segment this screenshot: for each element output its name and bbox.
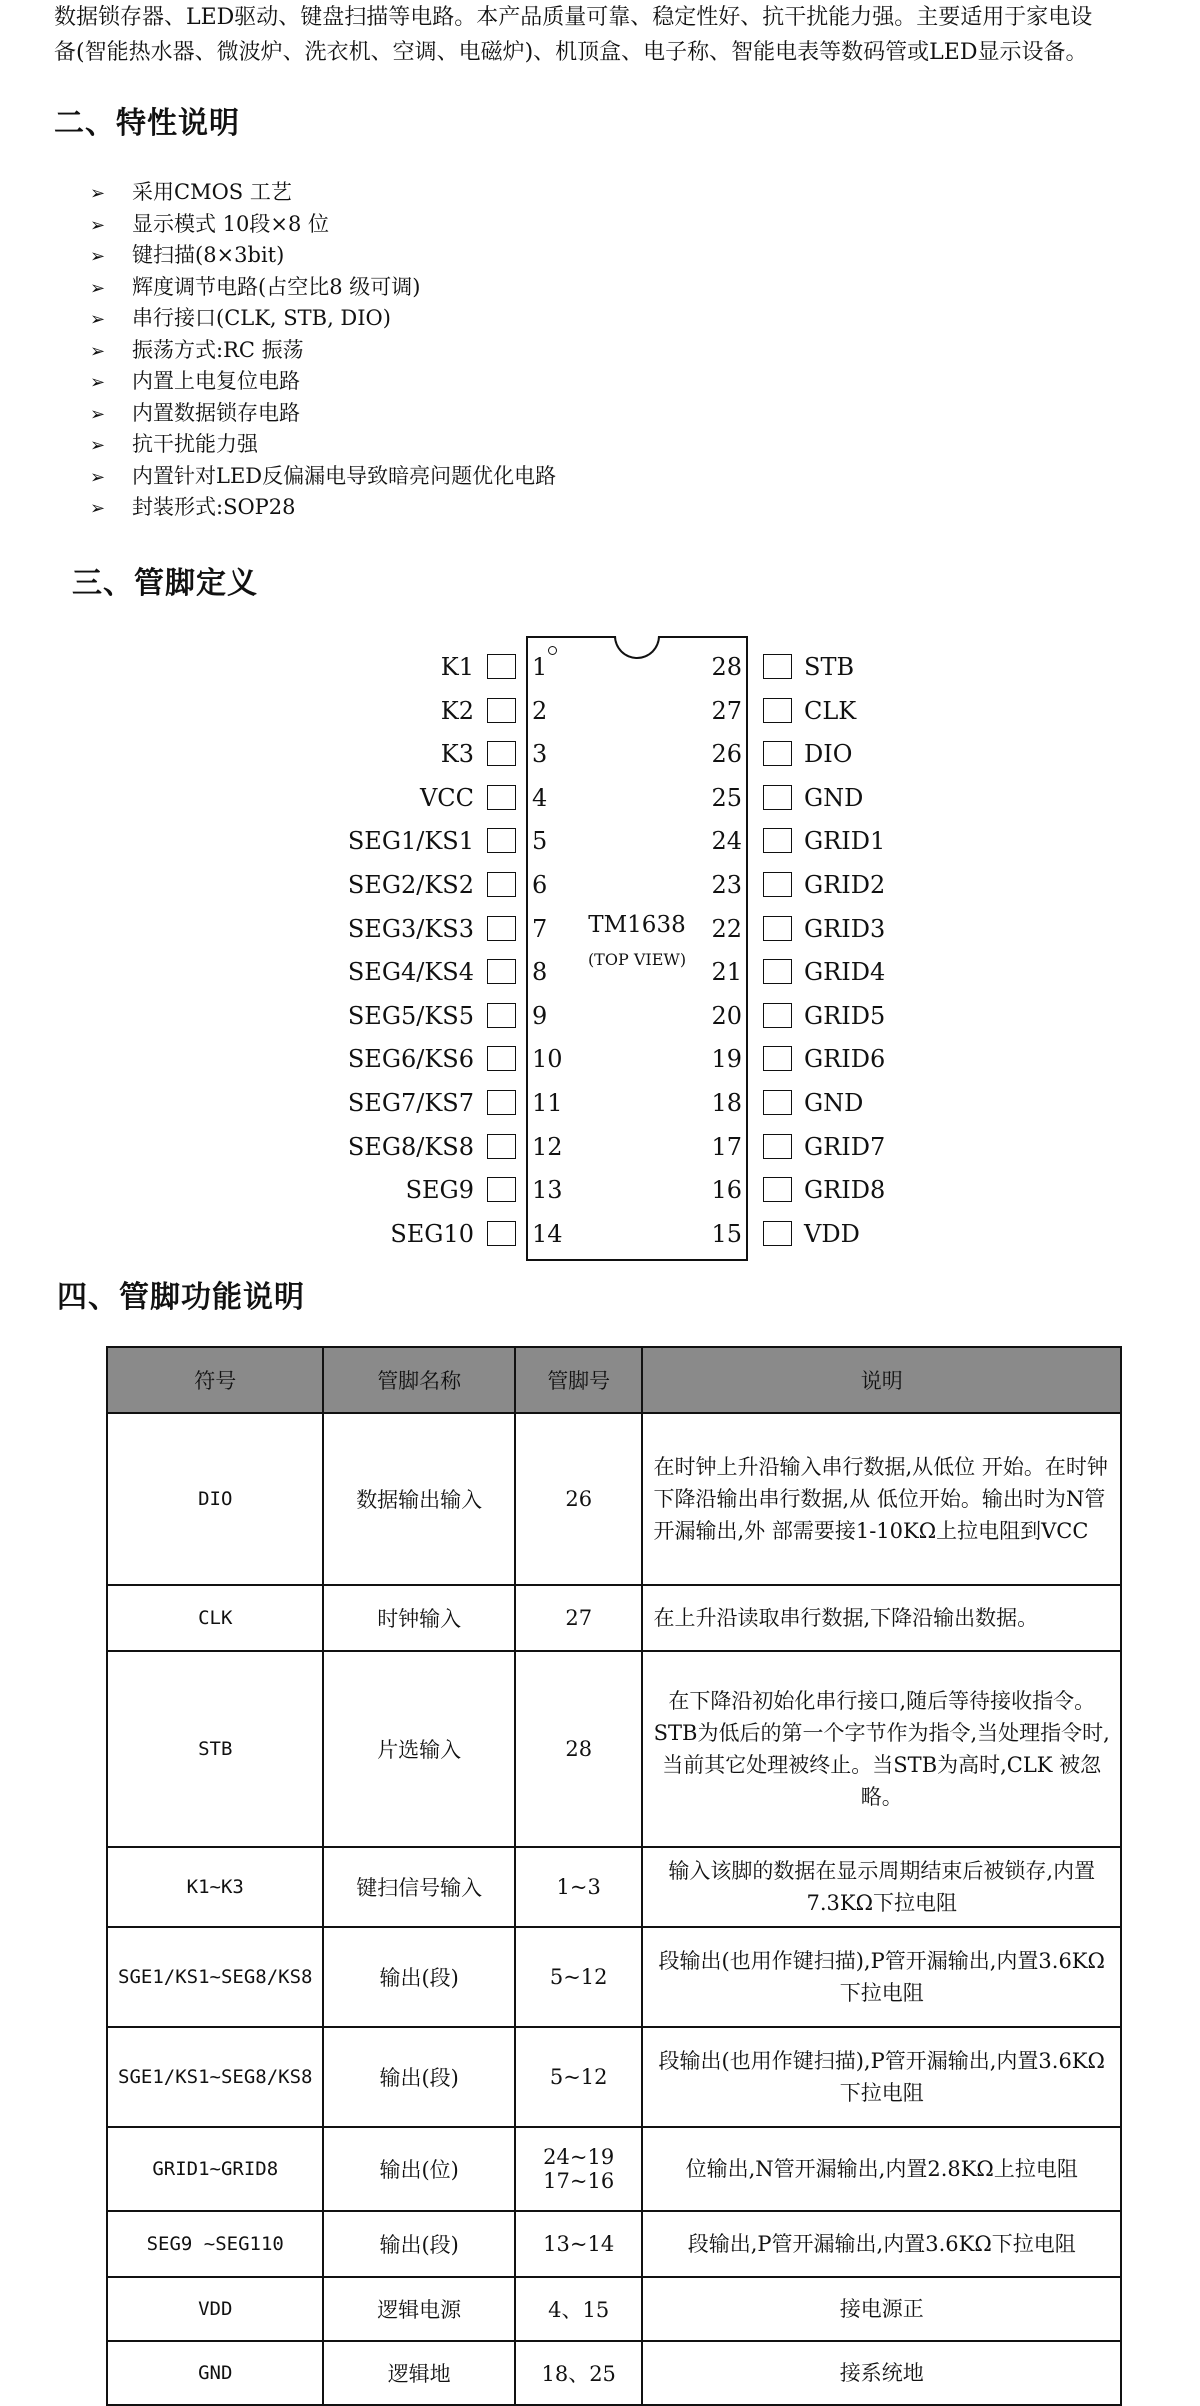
- cell-symbol: K1~K3: [107, 1847, 323, 1927]
- feature-text: 辉度调节电路(占空比8 级可调): [132, 274, 421, 299]
- feature-item: [90, 366, 556, 398]
- pin-name-left: SEG6/KS6: [347, 1045, 474, 1074]
- pin-box-right: [763, 1177, 792, 1202]
- pin1-dot: [548, 646, 557, 655]
- pin-name-right: GRID3: [804, 914, 886, 943]
- pin-box-right: [763, 654, 792, 679]
- feature-text: 封装形式:SOP28: [132, 495, 296, 519]
- pin-number-right: 18: [711, 1089, 742, 1117]
- chip-body: [526, 636, 748, 1261]
- feature-text: 键扫描(8×3bit): [132, 243, 285, 267]
- cell-pin-number: 5~12: [515, 1927, 643, 2027]
- cell-symbol: SEG9 ~SEG110: [107, 2211, 323, 2277]
- pin-number-left: 10: [532, 1045, 563, 1074]
- feature-text: 内置数据锁存电路: [132, 400, 300, 425]
- pin-number-right: 20: [711, 1001, 742, 1030]
- pin-name-right: GND: [804, 1089, 864, 1117]
- pin-box-right: [763, 1046, 792, 1071]
- feature-item: [90, 335, 556, 367]
- pin-name-left: SEG8/KS8: [347, 1132, 474, 1161]
- pin-name-left: K3: [440, 740, 474, 769]
- pin-box-right: [763, 916, 792, 941]
- pin-box-left: [487, 1177, 516, 1202]
- feature-text: 振荡方式:RC 振荡: [132, 337, 304, 362]
- feature-text: 显示模式 10段×8 位: [132, 211, 330, 236]
- pin-number-right: 28: [711, 653, 742, 681]
- pin-number-right: 15: [711, 1219, 742, 1248]
- section-title-functions: 四、管脚功能说明: [57, 1280, 305, 1315]
- pin-name-right: GRID1: [804, 827, 886, 856]
- arrow-bullet-icon: ➢: [90, 183, 106, 204]
- arrow-bullet-icon: ➢: [90, 466, 106, 488]
- pin-name-right: DIO: [804, 740, 853, 769]
- header-symbol: 符号: [107, 1347, 323, 1413]
- feature-item: [90, 303, 556, 335]
- arrow-bullet-icon: ➢: [90, 435, 106, 456]
- pin-name-right: STB: [804, 653, 855, 681]
- header-description: 说明: [642, 1347, 1121, 1413]
- cell-description: 位输出,N管开漏输出,内置2.8KΩ上拉电阻: [642, 2127, 1121, 2211]
- pin-number-left: 8: [532, 958, 548, 987]
- table-row: [107, 2027, 1121, 2127]
- pin-number-right: 19: [711, 1045, 742, 1074]
- pin-box-right: [763, 1003, 792, 1028]
- cell-description: 在上升沿读取串行数据,下降沿输出数据。: [642, 1585, 1121, 1651]
- pin-number-right: 21: [711, 958, 742, 987]
- pin-number-left: 1: [532, 653, 548, 681]
- arrow-bullet-icon: ➢: [90, 372, 106, 393]
- pin-box-left: [487, 1134, 516, 1159]
- table-row: [107, 2341, 1121, 2405]
- cell-pin-name: 输出(段): [323, 2211, 514, 2277]
- pin-name-left: VCC: [419, 783, 474, 812]
- pin-box-left: [487, 1003, 516, 1028]
- pin-number-right: 17: [711, 1132, 742, 1161]
- cell-pin-number: 5~12: [515, 2027, 643, 2127]
- cell-pin-name: 逻辑地: [323, 2341, 514, 2405]
- pin-name-left: SEG10: [390, 1219, 474, 1248]
- cell-description: 在时钟上升沿输入串行数据,从低位 开始。在时钟下降沿输出串行数据,从 低位开始。输出时为N管开漏输出,外 部需要接1-10KΩ上拉电阻到VCC: [642, 1413, 1121, 1585]
- arrow-bullet-icon: ➢: [90, 246, 106, 267]
- cell-pin-number: 4、15: [515, 2277, 643, 2341]
- pin-box-right: [763, 1221, 792, 1246]
- table-row: [107, 1847, 1121, 1927]
- feature-text: 内置针对LED反偏漏电导致暗亮问题优化电路: [132, 463, 557, 488]
- cell-symbol: CLK: [107, 1585, 323, 1651]
- cell-description: 输入该脚的数据在显示周期结束后被锁存,内置7.3KΩ下拉电阻: [642, 1847, 1121, 1927]
- arrow-bullet-icon: ➢: [90, 309, 106, 330]
- table-row: [107, 1413, 1121, 1585]
- pin-number-left: 4: [532, 783, 548, 812]
- cell-pin-number: 27: [515, 1585, 643, 1651]
- header-pin-number: 管脚号: [515, 1347, 643, 1413]
- pin-name-left: SEG5/KS5: [347, 1001, 474, 1030]
- pin-number-right: 23: [711, 871, 742, 899]
- arrow-bullet-icon: ➢: [90, 277, 106, 299]
- arrow-bullet-icon: ➢: [90, 498, 106, 519]
- arrow-bullet-icon: ➢: [90, 214, 106, 236]
- pin-box-left: [487, 1221, 516, 1246]
- cell-description: 接系统地: [642, 2341, 1121, 2405]
- pin-name-right: GND: [804, 783, 864, 812]
- pin-number-left: 13: [532, 1176, 563, 1205]
- feature-item: [90, 209, 556, 241]
- pin-box-right: [763, 1090, 792, 1115]
- pin-name-right: GRID7: [804, 1132, 886, 1161]
- pin-number-right: 25: [711, 783, 742, 812]
- pin-name-left: SEG2/KS2: [347, 871, 474, 899]
- cell-pin-name: 键扫信号输入: [323, 1847, 514, 1927]
- cell-symbol: SGE1/KS1~SEG8/KS8: [107, 2027, 323, 2127]
- cell-description: 段输出(也用作键扫描),P管开漏输出,内置3.6KΩ下拉电阻: [642, 2027, 1121, 2127]
- pin-number-left: 14: [532, 1219, 563, 1248]
- section-title-pins: 三、管脚定义: [72, 566, 258, 601]
- pin-number-right: 26: [711, 740, 742, 769]
- cell-symbol: STB: [107, 1651, 323, 1847]
- cell-pin-name: 时钟输入: [323, 1585, 514, 1651]
- feature-item: [90, 492, 556, 524]
- pin-name-right: GRID4: [804, 958, 886, 987]
- feature-item: [90, 177, 556, 209]
- pin-number-left: 7: [532, 914, 548, 943]
- cell-description: 在下降沿初始化串行接口,随后等待接收指令。STB为低后的第一个字节作为指令,当处理指令时,当前其它处理被终止。当STB为高时,CLK 被忽略。: [642, 1651, 1121, 1847]
- pin-box-left: [487, 741, 516, 766]
- pin-box-right: [763, 872, 792, 897]
- table-row: [107, 1651, 1121, 1847]
- table-row: [107, 1585, 1121, 1651]
- feature-list: [90, 177, 556, 524]
- pin-name-left: SEG9: [405, 1176, 474, 1205]
- pin-box-left: [487, 828, 516, 853]
- table-row: [107, 2277, 1121, 2341]
- chip-notch: [614, 636, 660, 659]
- pin-box-left: [487, 785, 516, 810]
- pin-box-left: [487, 654, 516, 679]
- cell-pin-name: 输出(段): [323, 1927, 514, 2027]
- pin-number-left: 5: [532, 827, 548, 856]
- arrow-bullet-icon: ➢: [90, 403, 106, 425]
- pin-number-right: 16: [711, 1176, 742, 1205]
- pin-number-right: 24: [711, 827, 742, 856]
- feature-item: [90, 461, 556, 493]
- cell-pin-name: 逻辑电源: [323, 2277, 514, 2341]
- pin-number-left: 6: [532, 871, 548, 899]
- pin-box-right: [763, 828, 792, 853]
- cell-pin-number: 28: [515, 1651, 643, 1847]
- feature-item: [90, 240, 556, 272]
- feature-item: [90, 429, 556, 461]
- pin-box-left: [487, 1046, 516, 1071]
- intro-line-2: 备(智能热水器、微波炉、洗衣机、空调、电磁炉)、机顶盒、电子称、智能电表等数码管或LED显示设备。: [54, 40, 1088, 65]
- cell-pin-name: 数据输出输入: [323, 1413, 514, 1585]
- feature-text: 串行接口(CLK, STB, DIO): [132, 306, 391, 330]
- pin-box-right: [763, 741, 792, 766]
- pin-box-left: [487, 872, 516, 897]
- pin-box-right: [763, 959, 792, 984]
- pin-box-right: [763, 698, 792, 723]
- pin-box-right: [763, 1134, 792, 1159]
- pin-number-right: 27: [711, 696, 742, 725]
- intro-line-1: 数据锁存器、LED驱动、键盘扫描等电路。本产品质量可靠、稳定性好、抗干扰能力强。主要适用于家电设: [54, 5, 1093, 30]
- pin-number-left: 12: [532, 1132, 563, 1161]
- section-title-features: 二、特性说明: [54, 106, 240, 141]
- cell-symbol: GND: [107, 2341, 323, 2405]
- table-row: [107, 2211, 1121, 2277]
- pin-box-right: [763, 785, 792, 810]
- pin-box-left: [487, 959, 516, 984]
- pin-number-left: 11: [532, 1089, 563, 1117]
- pin-box-left: [487, 698, 516, 723]
- pin-number-left: 9: [532, 1001, 548, 1030]
- pin-number-right: 22: [711, 914, 742, 943]
- cell-pin-name: 片选输入: [323, 1651, 514, 1847]
- pin-name-left: SEG3/KS3: [347, 914, 474, 943]
- header-pin-name: 管脚名称: [323, 1347, 514, 1413]
- cell-symbol: DIO: [107, 1413, 323, 1585]
- feature-text: 抗干扰能力强: [132, 432, 258, 456]
- chip-view-label: (TOP VIEW): [587, 950, 687, 969]
- pin-number-left: 3: [532, 740, 548, 769]
- cell-symbol: SGE1/KS1~SEG8/KS8: [107, 1927, 323, 2027]
- pin-name-right: VDD: [804, 1219, 860, 1248]
- pin-box-left: [487, 1090, 516, 1115]
- pin-name-left: SEG1/KS1: [347, 827, 474, 856]
- feature-item: [90, 398, 556, 430]
- pin-name-right: GRID5: [804, 1001, 886, 1030]
- cell-description: 接电源正: [642, 2277, 1121, 2341]
- arrow-bullet-icon: ➢: [90, 340, 106, 362]
- cell-symbol: VDD: [107, 2277, 323, 2341]
- pin-name-left: K1: [440, 653, 474, 681]
- table-row: [107, 1927, 1121, 2027]
- cell-pin-number: 13~14: [515, 2211, 643, 2277]
- table-header-row: [107, 1347, 1121, 1413]
- pin-name-right: CLK: [804, 696, 857, 725]
- pin-name-right: GRID6: [804, 1045, 886, 1074]
- pin-name-left: K2: [440, 696, 474, 725]
- pin-number-left: 2: [532, 696, 548, 725]
- cell-symbol: GRID1~GRID8: [107, 2127, 323, 2211]
- cell-pin-number: 18、25: [515, 2341, 643, 2405]
- cell-pin-number: 26: [515, 1413, 643, 1585]
- chip-name: TM1638: [588, 912, 686, 938]
- cell-description: 段输出,P管开漏输出,内置3.6KΩ下拉电阻: [642, 2211, 1121, 2277]
- cell-pin-number: 1~3: [515, 1847, 643, 1927]
- pin-box-left: [487, 916, 516, 941]
- pin-name-left: SEG7/KS7: [347, 1089, 474, 1117]
- pin-name-right: GRID8: [804, 1176, 886, 1205]
- feature-text: 内置上电复位电路: [132, 369, 300, 393]
- pin-name-left: SEG4/KS4: [347, 958, 474, 987]
- cell-pin-number: 24~19 17~16: [515, 2127, 643, 2211]
- cell-pin-name: 输出(位): [323, 2127, 514, 2211]
- feature-text: 采用CMOS 工艺: [132, 180, 292, 204]
- table-row: [107, 2127, 1121, 2211]
- feature-item: [90, 272, 556, 304]
- cell-pin-name: 输出(段): [323, 2027, 514, 2127]
- cell-description: 段输出(也用作键扫描),P管开漏输出,内置3.6KΩ下拉电阻: [642, 1927, 1121, 2027]
- intro-paragraph: [54, 0, 1174, 70]
- pin-function-table: [106, 1346, 1122, 2406]
- pin-name-right: GRID2: [804, 871, 886, 899]
